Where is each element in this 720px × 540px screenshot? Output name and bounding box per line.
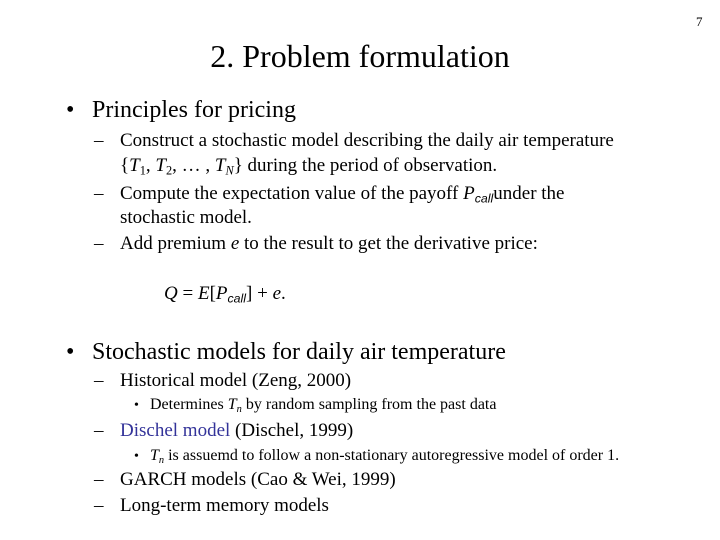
- list-item-historical-model: – Historical model (Zeng, 2000): [94, 370, 352, 391]
- page-number: 7: [696, 14, 703, 29]
- list-item-dischel-model: – Dischel model (Dischel, 1999): [94, 420, 354, 441]
- dash-icon: –: [94, 183, 104, 204]
- dischel-model-link[interactable]: Dischel model: [120, 420, 231, 441]
- dash-icon: –: [94, 233, 104, 254]
- sub-item-historical-desc: • Determines $T_n$ by random sampling from the past data: [134, 396, 497, 416]
- list-item-construct-model: – Construct a stochastic model describing the daily air temperature: [94, 130, 614, 151]
- bullet-icon: •: [134, 449, 139, 464]
- list-item-garch-models: – GARCH models (Cao & Wei, 1999): [94, 469, 396, 490]
- sub-item-dischel-desc: • $T_n$ is assuemd to follow a non-stationary autoregressive model of order 1.: [134, 447, 620, 467]
- dash-icon: –: [94, 130, 104, 151]
- dash-icon: –: [94, 370, 104, 391]
- dash-icon: –: [94, 495, 104, 516]
- list-item-construct-model-cont: {$T_1$, $T_2$, … , $T_N$} during the period of observation.: [120, 155, 498, 178]
- section-heading-stochastic-models: • Stochastic models for daily air temperature: [66, 339, 506, 365]
- dash-icon: –: [94, 420, 104, 441]
- list-item-compute-expectation: – Compute the expectation value of the payoff $P_{call}under$ the: [94, 183, 565, 206]
- bullet-icon: •: [134, 398, 139, 413]
- pricing-equation: $Q = E[P_{call}] + e$.: [164, 283, 286, 306]
- list-item-compute-expectation-cont: stochastic model.: [120, 207, 252, 228]
- bullet-icon: •: [66, 97, 75, 123]
- bullet-icon: •: [66, 339, 75, 365]
- section-heading-pricing: • Principles for pricing: [66, 97, 296, 123]
- list-item-long-term-memory: – Long-term memory models: [94, 495, 329, 516]
- list-item-add-premium: – Add premium e to the result to get the derivative price:: [94, 233, 538, 254]
- slide-title: 2. Problem formulation: [210, 38, 510, 74]
- dash-icon: –: [94, 469, 104, 490]
